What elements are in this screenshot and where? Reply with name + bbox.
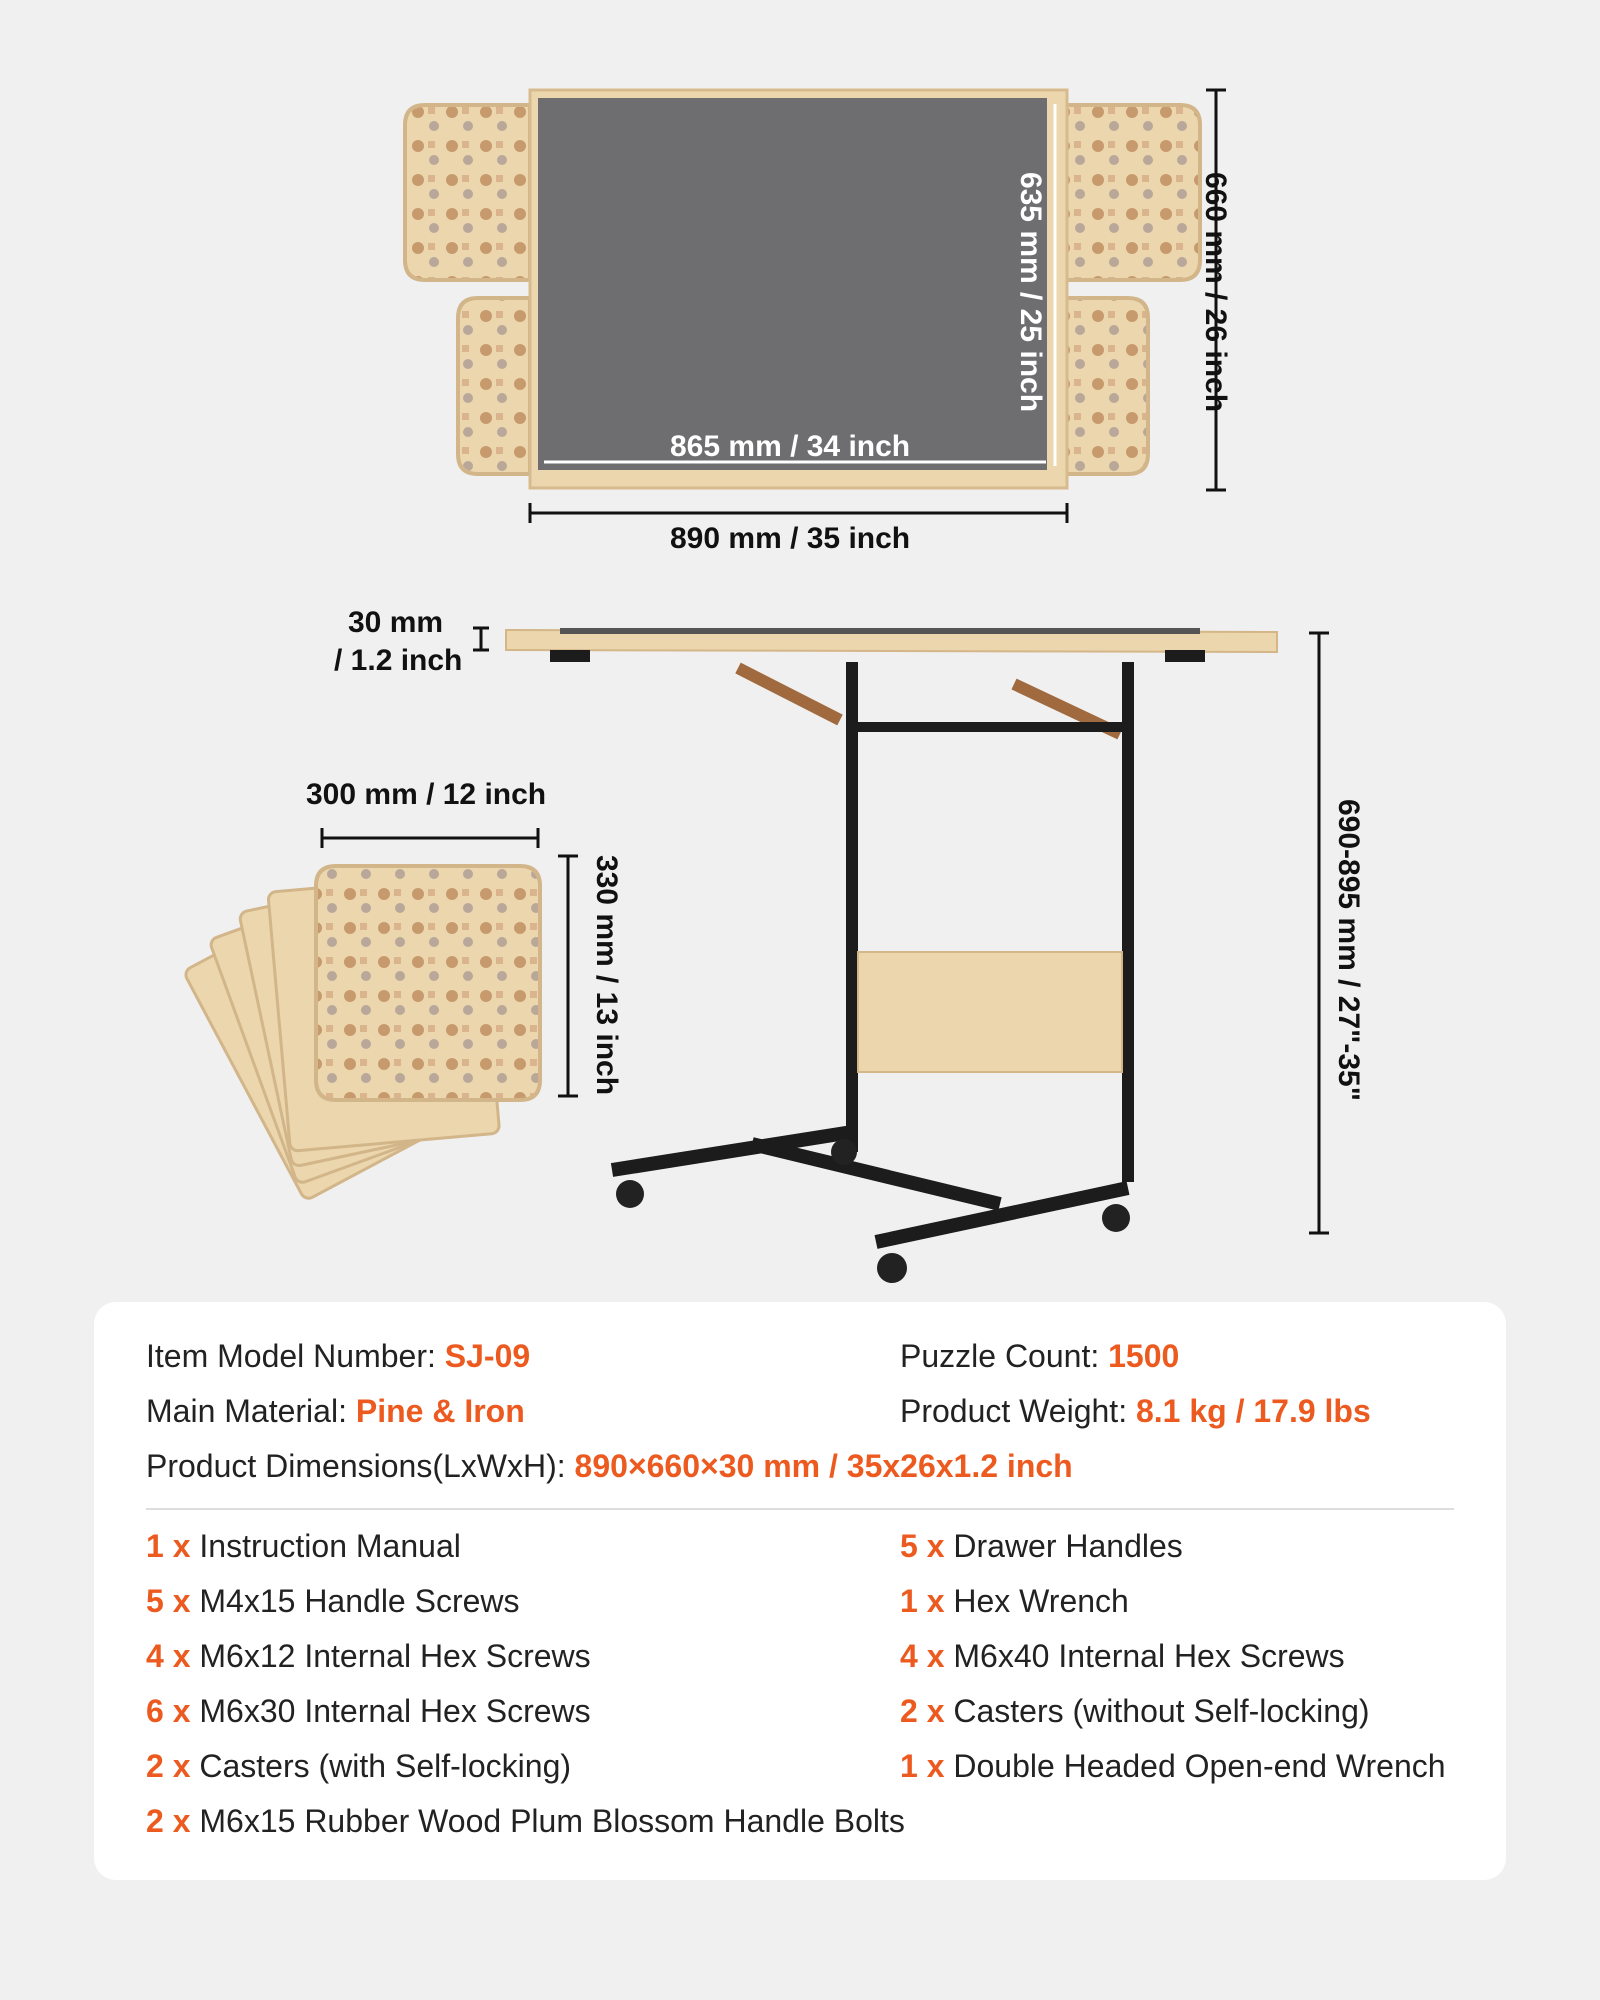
- package-qty: 4 x: [146, 1638, 191, 1674]
- left-column: [846, 662, 858, 1152]
- drawer-bottom-right: [1066, 298, 1148, 474]
- felt-depth-label: 635 mm / 25 inch: [1014, 171, 1047, 413]
- thickness-label-line2: / 1.2 inch: [334, 644, 463, 677]
- drawer-depth-label: 330 mm / 13 inch: [590, 854, 623, 1096]
- package-qty: 5 x: [146, 1583, 191, 1619]
- package-item: [900, 1693, 1370, 1730]
- height-range-label: 690-895 mm / 27"-35": [1332, 799, 1365, 1101]
- drawer-top-left: [405, 105, 530, 280]
- spec-puzzle-label: Puzzle Count:: [900, 1338, 1109, 1374]
- package-qty: 4 x: [900, 1638, 945, 1674]
- spec-puzzle-value: 1500: [1108, 1338, 1180, 1374]
- spec-model-value: SJ-09: [444, 1338, 531, 1374]
- drawer-front: [316, 866, 540, 1100]
- board-depth-label: 660 mm / 26 inch: [1199, 171, 1232, 413]
- package-item: [146, 1693, 591, 1730]
- drawer-width-label: 300 mm / 12 inch: [306, 778, 547, 811]
- package-item: [900, 1583, 1129, 1620]
- package-qty: 2 x: [146, 1803, 191, 1839]
- spec-card: [94, 1302, 1506, 1880]
- felt-width-label: 865 mm / 34 inch: [670, 430, 911, 463]
- package-item-label: M6x12 Internal Hex Screws: [199, 1638, 591, 1674]
- package-item: [146, 1638, 591, 1675]
- package-qty: 2 x: [146, 1748, 191, 1784]
- package-qty: 6 x: [146, 1693, 191, 1729]
- spec-weight-label: Product Weight:: [900, 1393, 1136, 1429]
- package-item-label: Hex Wrench: [953, 1583, 1129, 1619]
- package-item: [146, 1528, 461, 1565]
- package-qty: 2 x: [900, 1693, 945, 1729]
- package-qty: 1 x: [900, 1583, 945, 1619]
- package-item-label: Drawer Handles: [953, 1528, 1183, 1564]
- drawer-fan: [183, 828, 578, 1201]
- spec-puzzle-count: [900, 1338, 1179, 1375]
- package-item-label: M4x15 Handle Screws: [199, 1583, 520, 1619]
- package-item: [146, 1803, 905, 1840]
- package-item-label: Double Headed Open-end Wrench: [953, 1748, 1446, 1784]
- package-item-label: M6x30 Internal Hex Screws: [199, 1693, 591, 1729]
- package-item-label: Casters (without Self-locking): [953, 1693, 1370, 1729]
- spec-model: [146, 1338, 530, 1375]
- package-item: [900, 1748, 1446, 1785]
- spec-dims-value: 890×660×30 mm / 35x26x1.2 inch: [574, 1448, 1073, 1484]
- spec-dimensions: [146, 1448, 1073, 1485]
- spec-dims-label: Product Dimensions(LxWxH):: [146, 1448, 575, 1484]
- package-item: [146, 1748, 571, 1785]
- package-item: [900, 1528, 1183, 1565]
- package-qty: 1 x: [146, 1528, 191, 1564]
- board-width-label: 890 mm / 35 inch: [670, 522, 911, 555]
- spec-divider: [146, 1508, 1454, 1510]
- right-column: [1122, 662, 1134, 1182]
- package-item-label: M6x40 Internal Hex Screws: [953, 1638, 1345, 1674]
- caster: [877, 1253, 907, 1283]
- spec-material: [146, 1393, 525, 1430]
- spec-model-label: Item Model Number:: [146, 1338, 445, 1374]
- package-item: [900, 1638, 1345, 1675]
- felt-surface: [538, 98, 1047, 470]
- wood-panel: [858, 952, 1122, 1072]
- spec-material-value: Pine & Iron: [355, 1393, 525, 1429]
- package-item-label: M6x15 Rubber Wood Plum Blossom Handle Bolts: [199, 1803, 905, 1839]
- caster: [616, 1180, 644, 1208]
- thickness-label-line1: 30 mm: [348, 606, 444, 639]
- spec-weight-value: 8.1 kg / 17.9 lbs: [1135, 1393, 1371, 1429]
- drawer-bottom-left: [458, 298, 530, 474]
- package-item-label: Casters (with Self-locking): [199, 1748, 572, 1784]
- package-qty: 1 x: [900, 1748, 945, 1784]
- package-item: [146, 1583, 520, 1620]
- caster: [831, 1139, 857, 1165]
- package-qty: 5 x: [900, 1528, 945, 1564]
- package-item-label: Instruction Manual: [199, 1528, 461, 1564]
- spec-material-label: Main Material:: [146, 1393, 356, 1429]
- spec-weight: [900, 1393, 1371, 1430]
- drawer-top-right: [1066, 105, 1200, 280]
- caster: [1102, 1204, 1130, 1232]
